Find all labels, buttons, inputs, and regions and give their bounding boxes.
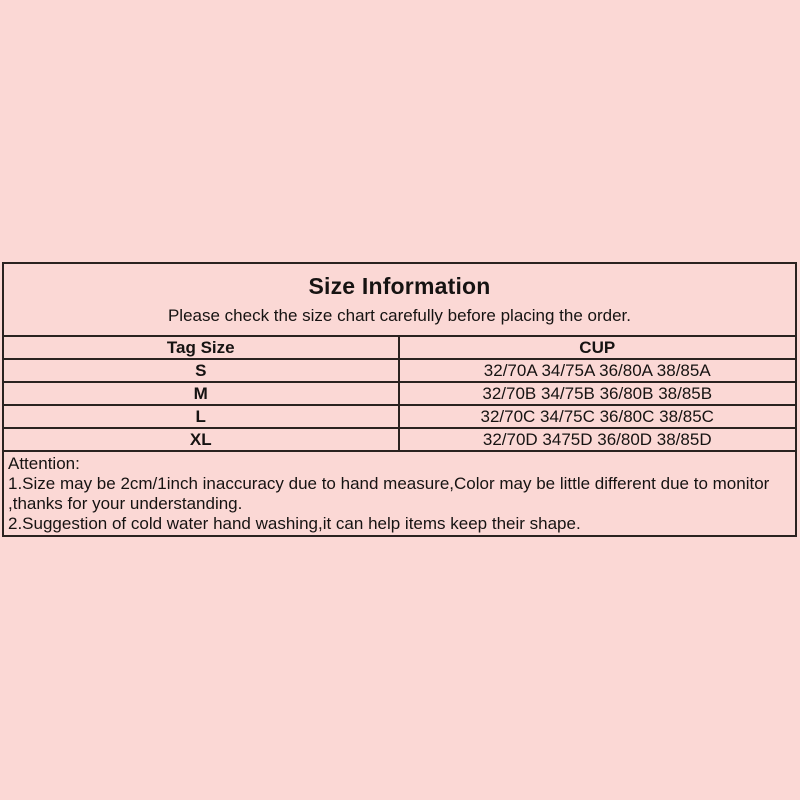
table-row-s xyxy=(4,360,795,383)
table-row-l xyxy=(4,406,795,429)
attention-line-3: 2.Suggestion of cold water hand washing,it can help items keep their shape. xyxy=(8,514,581,533)
attention-label: Attention: xyxy=(8,454,80,473)
tag-size-value: S xyxy=(4,360,400,381)
page-title: Size Information xyxy=(308,273,491,299)
table-row-xl xyxy=(4,429,795,452)
table-row-m xyxy=(4,383,795,406)
cup-value: 32/70D 3475D 36/80D 38/85D xyxy=(482,430,712,449)
attention-line-1: 1.Size may be 2cm/1inch inaccuracy due to hand measure,Color may be little different due to monitor xyxy=(8,474,770,493)
subtitle-note: Please check the size chart carefully before placing the order. xyxy=(167,306,632,325)
size-info-table xyxy=(2,262,797,537)
tag-size-value: M xyxy=(4,383,400,404)
attention-line-2: ,thanks for your understanding. xyxy=(8,494,243,513)
attention-note xyxy=(4,452,795,535)
table-header-row xyxy=(4,337,795,360)
tag-size-value: L xyxy=(4,406,400,427)
cup-value: 32/70A 34/75A 36/80A 38/85A xyxy=(483,361,711,380)
table-title-cell xyxy=(4,264,795,337)
column-header-tag-size: Tag Size xyxy=(4,337,400,358)
cup-value: 32/70B 34/75B 36/80B 38/85B xyxy=(482,384,713,403)
cup-value: 32/70C 34/75C 36/80C 38/85C xyxy=(480,407,714,426)
column-header-cup: CUP xyxy=(579,338,616,357)
tag-size-value: XL xyxy=(4,429,400,450)
